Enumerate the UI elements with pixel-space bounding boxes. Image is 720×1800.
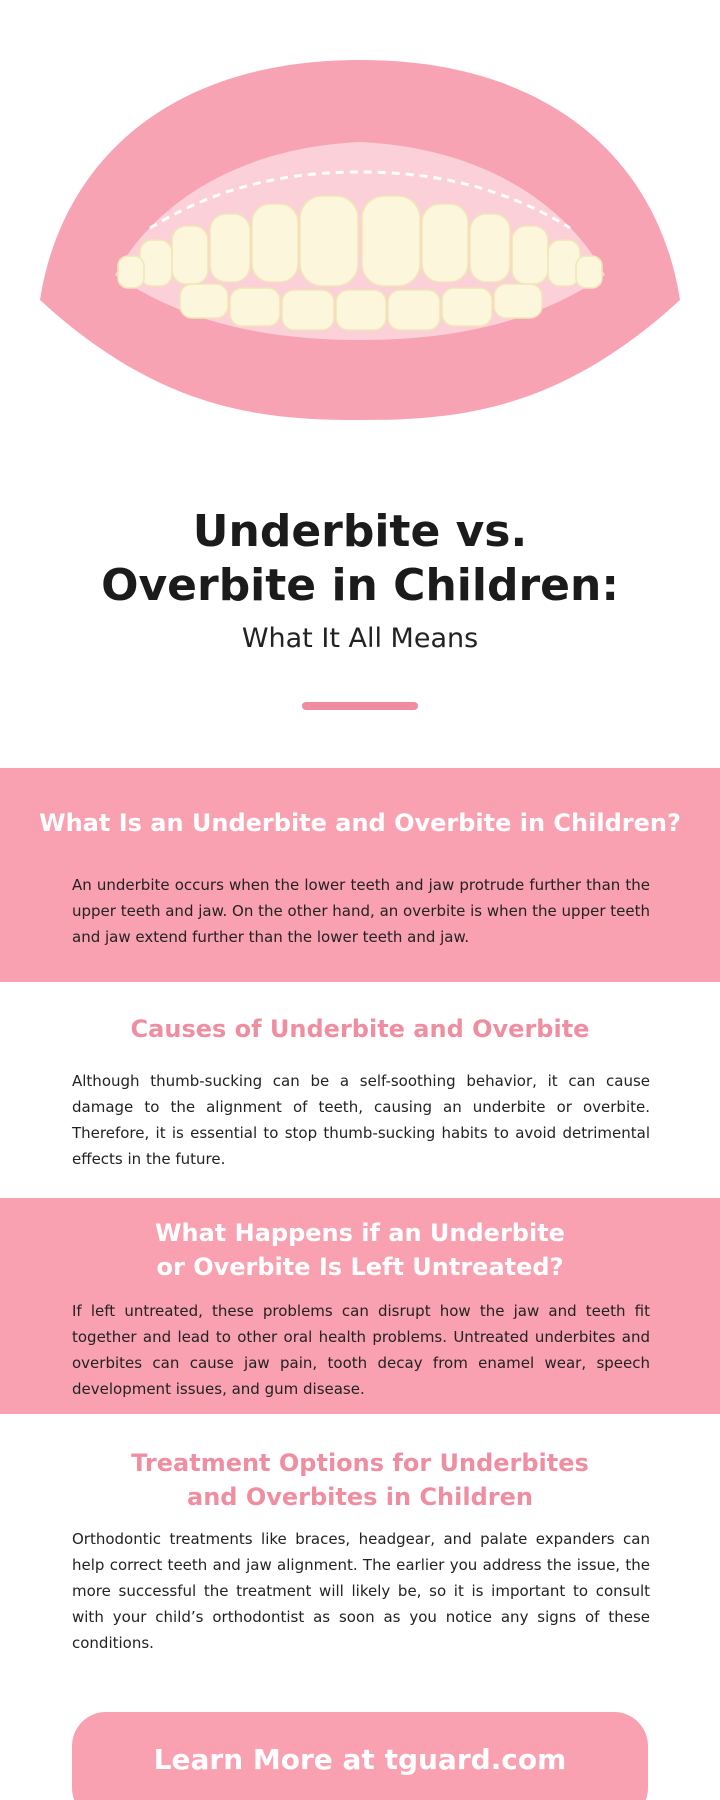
main-title-line-2: Overbite in Children: xyxy=(101,560,619,611)
section-3-body: If left untreated, these problems can disrupt how the jaw and teeth fit together and lead to other oral health problems. Untreated underbites and overbites can cause jaw pain, tooth decay from enamel wear, speech development issues, and gum disease. xyxy=(72,1302,650,1398)
main-title-line-1: Underbite vs. xyxy=(192,506,528,557)
section-1-body: An underbite occurs when the lower teeth and jaw protrude further than the upper teeth and jaw. On the other hand, an overbite is when the upper teeth and jaw extend further than the lower teeth and jaw. xyxy=(72,876,650,946)
title-block xyxy=(0,505,720,657)
section-3-title xyxy=(0,1216,720,1284)
section-3-title-line-2: or Overbite Is Left Untreated? xyxy=(156,1253,564,1281)
learn-more-label[interactable]: Learn More at tguard.com xyxy=(153,1743,567,1776)
section-1-title xyxy=(0,806,720,840)
section-4-body: Orthodontic treatments like braces, headgear, and palate expanders can help correct teeth and jaw alignment. The earlier you address the issue, the more successful the treatment will likely be, so it is important to consult with your child’s orthodontist as soon as you notice any signs of these conditions. xyxy=(72,1530,650,1652)
section-2-title-line: Causes of Underbite and Overbite xyxy=(130,1015,590,1043)
section-4-title-line-2: and Overbites in Children xyxy=(187,1483,533,1511)
section-1-title-line: What Is an Underbite and Overbite in Children? xyxy=(39,809,681,837)
section-4-title xyxy=(0,1446,720,1514)
title-divider xyxy=(302,702,418,710)
section-2-body: Although thumb-sucking can be a self-soothing behavior, it can cause damage to the alignment of teeth, causing an underbite or overbite. Therefore, it is essential to stop thumb-sucking habits to avoid detrimental effects in the future. xyxy=(72,1072,650,1168)
section-2-title xyxy=(0,1012,720,1046)
subtitle: What It All Means xyxy=(241,623,479,654)
mouth-teeth-illustration xyxy=(0,0,720,440)
section-3-title-line-1: What Happens if an Underbite xyxy=(155,1219,565,1247)
section-4-title-line-1: Treatment Options for Underbites xyxy=(131,1449,589,1477)
